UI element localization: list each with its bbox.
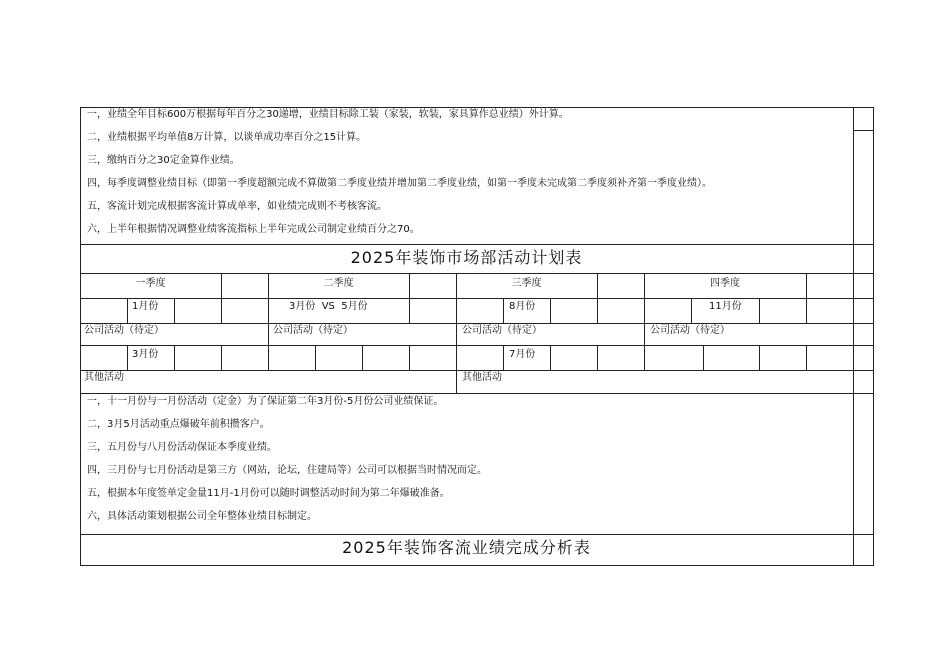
month-cell-q4: 11月份 xyxy=(709,301,742,312)
month-cell-q2: 3月份 VS 5月份 xyxy=(289,301,368,312)
margin-column-tick xyxy=(853,130,874,131)
quarter-header-q2: 二季度 xyxy=(323,278,354,289)
month-row2-q1: 3月份 xyxy=(132,349,159,360)
m1-cell-divider-i xyxy=(759,298,760,323)
m2-cell-divider-j xyxy=(597,345,598,370)
target-note-3: 三，缴纳百分之30定金算作业绩。 xyxy=(87,155,240,166)
company-activity-q2: 公司活动（待定） xyxy=(273,325,353,336)
quarter-header-q4: 四季度 xyxy=(710,278,740,289)
marketing-plan-title: 2025年装饰市场部活动计划表 xyxy=(350,248,583,267)
plan-note-5: 五，根据本年度签单定金量11月-1月份可以随时调整活动时间为第二年爆破准备。 xyxy=(87,488,450,499)
quarter-header-q3: 三季度 xyxy=(511,278,542,289)
m2-cell-divider-c xyxy=(221,345,222,370)
m2-cell-divider-f xyxy=(362,345,363,370)
company-activity-q1: 公司活动（待定） xyxy=(84,325,164,336)
m1-cell-divider-e xyxy=(503,298,504,323)
q2-subdivider xyxy=(409,273,410,298)
q3-subdivider xyxy=(597,273,598,298)
target-note-1: 一，业绩全年目标600万根据每年百分之30递增，业绩目标除工装（家装，软装，家具算作总业绩）外计算。 xyxy=(87,109,569,120)
other-activity-left: 其他活动 xyxy=(84,372,124,383)
target-note-2: 二，业绩根据平均单值8万计算，以谈单成功率百分之15计算。 xyxy=(87,132,367,143)
plan-note-3: 三，五月份与八月份活动保证本季度业绩。 xyxy=(87,442,277,453)
m2-cell-divider-e xyxy=(315,345,316,370)
company-activity-q4: 公司活动（待定） xyxy=(650,325,730,336)
table-border-right xyxy=(873,107,874,565)
m2-cell-divider-k xyxy=(644,345,645,370)
m2-cell-divider-b xyxy=(174,345,175,370)
quarter-divider-2 xyxy=(456,273,457,393)
month-row2-q3: 7月份 xyxy=(509,349,536,360)
m1-cell-divider-h xyxy=(691,298,692,323)
q1-subdivider xyxy=(221,273,222,298)
row-line-company-bottom xyxy=(80,345,874,346)
m2-cell-divider-n xyxy=(806,345,807,370)
quarter-header-q1: 一季度 xyxy=(135,278,166,289)
m2-cell-divider-a xyxy=(127,345,128,370)
m1-cell-divider-c xyxy=(221,298,222,323)
m1-cell-divider-g xyxy=(597,298,598,323)
plan-note-2: 二，3月5月活动重点爆破年前积攒客户。 xyxy=(87,419,270,430)
table-border-left xyxy=(80,107,81,565)
m1-cell-divider-d xyxy=(409,298,410,323)
row-line-title-top xyxy=(80,244,874,245)
month-cell-q1: 1月份 xyxy=(132,301,159,312)
m1-cell-divider-f xyxy=(550,298,551,323)
row-line-title-bottom xyxy=(80,273,874,274)
company-activity-q3: 公司活动（待定） xyxy=(462,325,542,336)
m2-cell-divider-d xyxy=(268,345,269,370)
row-line-other-bottom xyxy=(80,393,874,394)
m2-cell-divider-l xyxy=(703,345,704,370)
margin-column-divider xyxy=(853,107,854,565)
target-note-4: 四，每季度调整业绩目标（即第一季度超额完成不算做第二季度业绩并增加第二季度业绩，如第一季度未完成第二季度须补齐第一季度业绩）。 xyxy=(87,178,712,189)
q4-subdivider xyxy=(806,273,807,298)
plan-note-6: 六，具体活动策划根据公司全年整体业绩目标制定。 xyxy=(87,511,317,522)
target-note-6: 六，上半年根据情况调整业绩客流指标上半年完成公司制定业绩百分之70。 xyxy=(87,224,420,235)
row-line-quarters-bottom xyxy=(80,298,874,299)
m1-cell-divider-j xyxy=(806,298,807,323)
m2-cell-divider-m xyxy=(759,345,760,370)
m2-cell-divider-i xyxy=(550,345,551,370)
m2-cell-divider-h xyxy=(503,345,504,370)
plan-note-1: 一，十一月份与一月份活动（定金）为了保证第二年3月份-5月份公司业绩保证。 xyxy=(87,396,444,407)
month-cell-q3: 8月份 xyxy=(509,301,536,312)
row-line-notes-bottom xyxy=(80,534,874,535)
m2-cell-divider-g xyxy=(409,345,410,370)
other-activity-right: 其他活动 xyxy=(462,372,502,383)
m1-cell-divider-b xyxy=(174,298,175,323)
table-border-bottom xyxy=(80,565,874,566)
analysis-table-title: 2025年装饰客流业绩完成分析表 xyxy=(342,538,591,557)
plan-note-4: 四，三月份与七月份活动是第三方（网站，论坛，住建局等）公司可以根据当时情况而定。 xyxy=(87,465,487,476)
m1-cell-divider-a xyxy=(127,298,128,323)
target-note-5: 五，客流计划完成根据客流计算成单率，如业绩完成则不考核客流。 xyxy=(87,201,387,212)
